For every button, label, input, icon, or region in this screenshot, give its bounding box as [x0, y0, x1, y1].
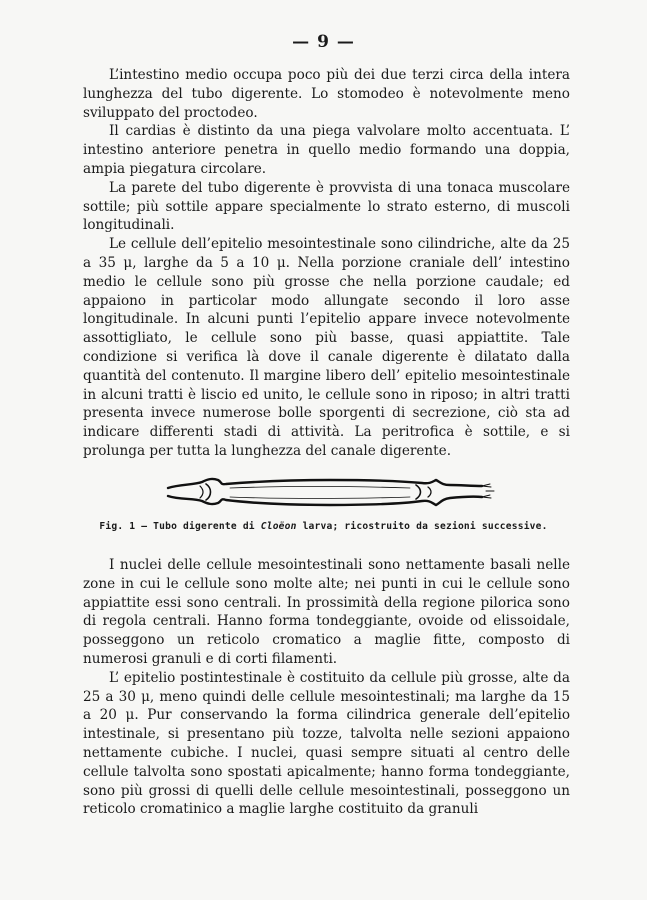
paragraph: L’ epitelio postintestinale è costituito da cellule più grosse, alte da 25 a 30 μ, meno quindi delle cellule mesointestinali; ma larghe da 15 a 20 μ. Pur conservando la forma cilindrica generale dell’epitelio intestinale, si presentano più tozze, talvolta nelle sezioni appaiono nettamente cubiche. I nuclei, quasi sempre situati al centro delle cellule talvolta sono spostati apicalmente; hanno forma tondeggiante, sono più grossi di quelli delle cellule mesointestinali, posseggono un reticolo cromatinico a maglie larghe costituito da granuli — [83, 669, 570, 818]
figure-digestive-tube — [160, 470, 510, 514]
paragraph: Il cardias è distinto da una piega valvolare molto accentuata. L’ intestino anteriore penetra in quello medio formando una doppia, ampia piegatura circolare. — [83, 123, 570, 177]
caption-genus: Cloëon — [260, 521, 297, 532]
text-block-bottom — [83, 556, 570, 819]
text-block-top — [83, 66, 570, 461]
digestive-tube-icon — [160, 470, 510, 514]
paragraph: I nuclei delle cellule mesointestinali sono nettamente basali nelle zone in cui le cellule sono molte alte; nei punti in cui le cellule sono appiattite essi sono centrali. In prossimità della regione pilorica sono di regola centrali. Hanno forma tondeggiante, ovoide od elissoidale, posseggono un reticolo cromatico a maglie fitte, composto di numerosi granuli e di corti filamenti. — [83, 557, 570, 667]
paragraph: La parete del tubo digerente è provvista di una tonaca muscolare sottile; più sottile appare specialmente lo strato esterno, di muscoli longitudinali. — [83, 179, 570, 234]
paragraph: L’intestino medio occupa poco più dei due terzi circa della intera lunghezza del tubo digerente. Lo stomodeo è notevolmente meno sviluppato del proctodeo. — [83, 67, 570, 121]
caption-prefix: Fig. 1 — Tubo digerente di — [99, 521, 261, 532]
page-number: — 9 — — [292, 32, 355, 52]
caption-suffix: larva; ricostruito da sezioni successive. — [296, 521, 548, 532]
figure-caption — [0, 521, 647, 532]
paragraph: Le cellule dell’epitelio mesointestinale sono cilindriche, alte da 25 a 35 μ, larghe da 5 a 10 μ. Nella porzione craniale dell’ intestino medio le cellule sono più grosse che nella porzione caudale; ed appaiono in particolar modo allungate secondo il loro asse longitudinale. In alcuni punti l’epitelio appare invece notevolmente assottigliato, le cellule sono più basse, quasi appiattite. Tale condizione si verifica là dove il canale digerente è dilatato dalla quantità del contenuto. Il margine libero dell’ epitelio mesointestinale in alcuni tratti è liscio ed unito, le cellule sono in riposo; in altri tratti presenta invece numerose bolle sporgenti di secrezione, ciò sta ad indicare differenti stadi di attività. La peritrofica è sottile, e si prolunga per tutta la lunghezza del canale digerente. — [83, 236, 570, 459]
